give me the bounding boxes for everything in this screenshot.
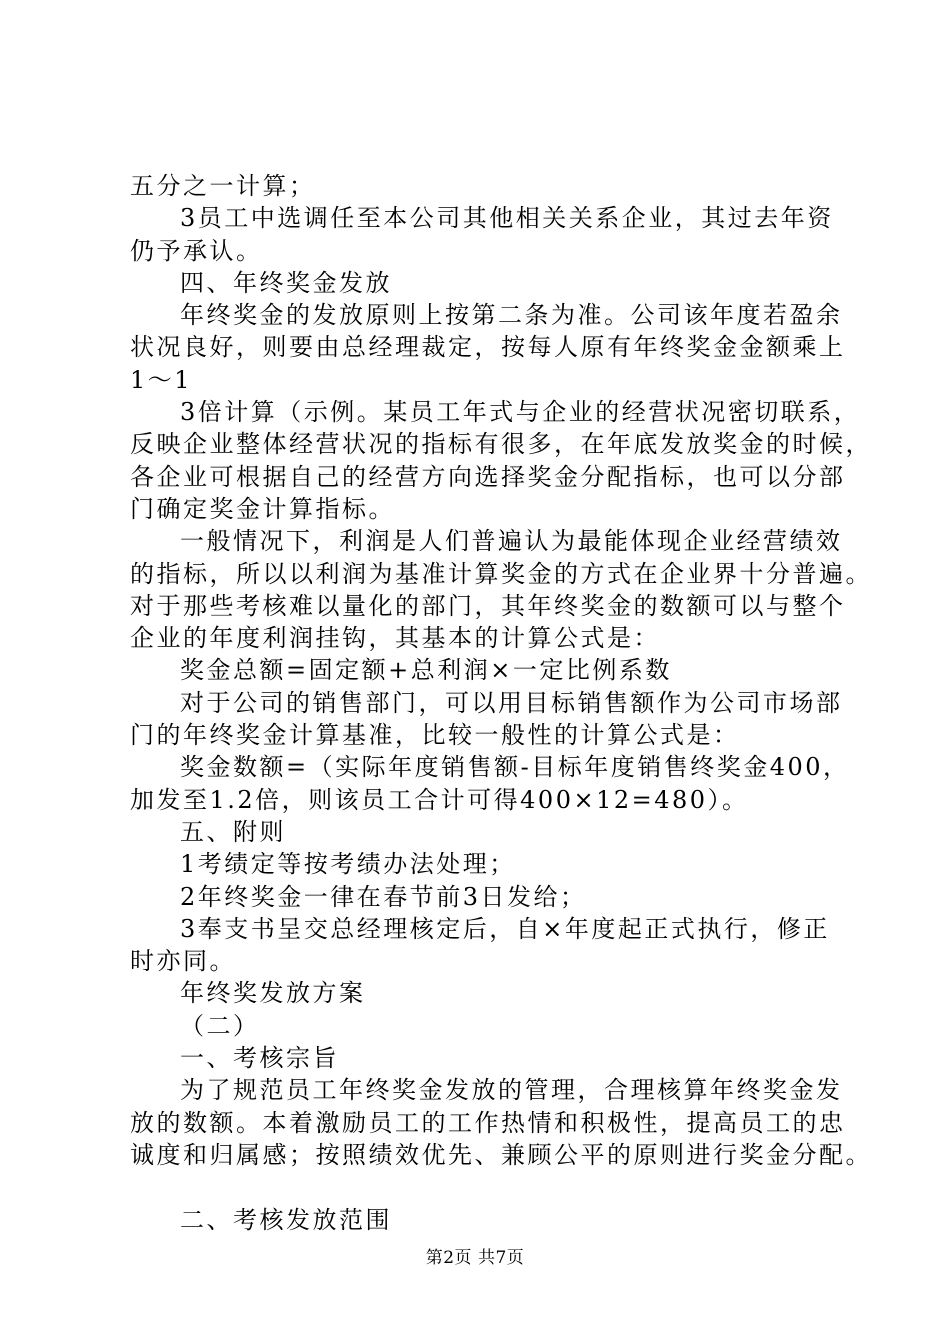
text-line: 门的年终奖金计算基准，比较一般性的计算公式是： <box>130 721 740 750</box>
text-line: 门确定奖金计算指标。 <box>130 494 395 523</box>
document-body <box>130 170 872 1236</box>
text-line: 为了规范员工年终奖金发放的管理，合理核算年终奖金发 <box>180 1076 843 1105</box>
text-line: 时亦同。 <box>130 947 236 976</box>
text-line: 年终奖金的发放原则上按第二条为准。公司该年度若盈余 <box>180 301 843 330</box>
text-line: 反映企业整体经营状况的指标有很多，在年底发放奖金的时候， <box>130 430 872 459</box>
text-line: 五、附则 <box>180 817 286 846</box>
text-line: 诚度和归属感；按照绩效优先、兼顾公平的原则进行奖金分配。 <box>130 1140 872 1169</box>
text-line: 放的数额。本着激励员工的工作热情和积极性，提高员工的忠 <box>130 1108 846 1137</box>
text-line: 四、年终奖金发放 <box>180 268 392 297</box>
text-line: 2年终奖金一律在春节前3日发给； <box>180 882 587 911</box>
text-line: 对于那些考核难以量化的部门，其年终奖金的数额可以与整个 <box>130 591 846 620</box>
text-line: 一、考核宗旨 <box>180 1044 339 1073</box>
text-line: 奖金数额=（实际年度销售额-目标年度销售终奖金400， <box>180 753 850 782</box>
text-line: 五分之一计算； <box>130 172 316 200</box>
text-line: 仍予承认。 <box>130 236 263 265</box>
text-line: 奖金总额=固定额+总利润×一定比例系数 <box>180 656 672 685</box>
text-line: 3奉支书呈交总经理核定后，自×年度起正式执行，修正 <box>180 914 830 943</box>
text-line: 的指标，所以以利润为基准计算奖金的方式在企业界十分普遍。 <box>130 559 872 588</box>
text-line: 一般情况下，利润是人们普遍认为最能体现企业经营绩效 <box>180 527 843 556</box>
text-line: 1～1 <box>130 365 193 394</box>
text-line: （二） <box>180 1011 260 1040</box>
text-line: 加发至1.2倍，则该员工合计可得400×12=480）。 <box>130 785 749 814</box>
text-line: 对于公司的销售部门，可以用目标销售额作为公司市场部 <box>180 688 843 717</box>
text-line: 二、考核发放范围 <box>180 1205 392 1234</box>
page-footer: 第2页 共7页 <box>425 1248 525 1268</box>
text-line: 3员工中选调任至本公司其他相关关系企业，其过去年资 <box>180 204 834 233</box>
text-line: 各企业可根据自己的经营方向选择奖金分配指标，也可以分部 <box>130 462 846 491</box>
text-line: 1考绩定等按考绩办法处理； <box>180 850 516 879</box>
text-line: 3倍计算（示例。某员工年式与企业的经营状况密切联系， <box>180 398 861 427</box>
text-line: 年终奖发放方案 <box>180 979 366 1008</box>
text-line: 状况良好，则要由总经理裁定，按每人原有年终奖金金额乘上 <box>130 333 846 362</box>
blank-line <box>130 1171 850 1203</box>
text-line: 企业的年度利润挂钩，其基本的计算公式是： <box>130 624 660 653</box>
